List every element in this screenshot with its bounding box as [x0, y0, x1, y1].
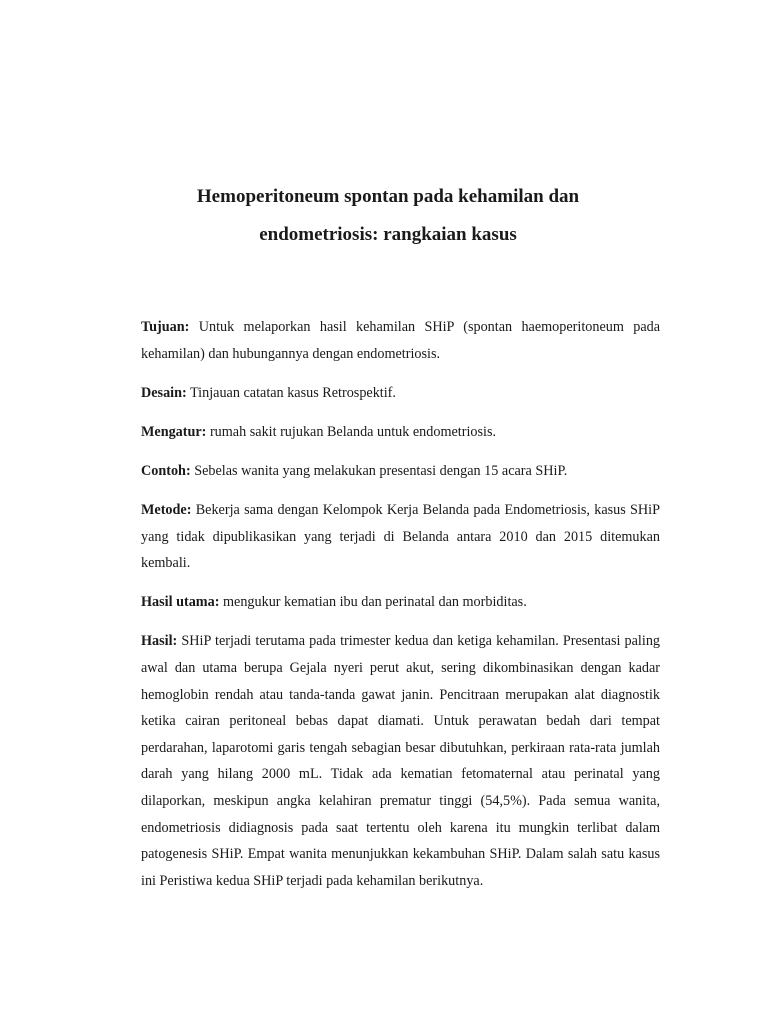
title-line-1: Hemoperitoneum spontan pada kehamilan dan [196, 186, 580, 207]
section-text: Untuk melaporkan hasil kehamilan SHiP (spontan haemoperitoneum pada kehamilan) dan hubungannya dengan endometriosis. [141, 319, 661, 362]
section-label: Tujuan: [141, 319, 190, 335]
section-label: Contoh: [141, 462, 191, 479]
section-text: Bekerja sama dengan Kelompok Kerja Belanda pada Endometriosis, kasus SHiP yang tidak dipublikasikan yang terjadi di Belanda antara 2010 dan 2015 ditemukan kembali. [141, 501, 660, 572]
section-label: Mengatur: [141, 423, 207, 440]
title-line-2: endometriosis: rangkaian kasus [259, 224, 517, 245]
paragraph-mengatur [141, 419, 660, 446]
abstract-body [141, 314, 660, 907]
paragraph-hasil [141, 628, 660, 894]
paragraph-hasil-utama [141, 589, 660, 616]
section-label: Metode: [141, 501, 192, 518]
section-text: rumah sakit rujukan Belanda untuk endometriosis. [209, 423, 497, 440]
document-title [100, 178, 676, 254]
section-text: Tinjauan catatan kasus Retrospektif. [190, 384, 396, 401]
paragraph-metode [141, 497, 660, 577]
paragraph-desain [141, 380, 660, 407]
paragraph-contoh [141, 458, 660, 485]
section-label: Desain: [141, 384, 187, 401]
section-text: Sebelas wanita yang melakukan presentasi dengan 15 acara SHiP. [194, 462, 568, 479]
section-label: Hasil utama: [141, 594, 220, 611]
paragraph-tujuan [141, 314, 660, 367]
section-text: SHiP terjadi terutama pada trimester kedua dan ketiga kehamilan. Presentasi paling awal dan utama berupa Gejala nyeri perut akut, sering dikombinasikan dengan kadar hemoglobin rendah atau tanda-tanda gawat janin. Pencitraan merupakan alat diagnostik ketika cairan peritoneal bebas dapat diamati. Untuk perawatan bedah dari tempat perdarahan, laparotomi garis tengah sebagian besar dibutuhkan, perkiraan rata-rata jumlah darah yang hilang 2000 mL. Tidak ada kematian fetomaternal atau perinatal yang dilaporkan, meskipun angka kelahiran prematur tinggi (54,5%). Pada semua wanita, endometriosis didiagnosis pada saat tertentu oleh karena itu mungkin terlibat dalam patogenesis SHiP. Empat wanita menunjukkan kekambuhan SHiP. Dalam salah satu kasus ini Peristiwa kedua SHiP terjadi pada kehamilan berikutnya. [141, 633, 661, 889]
section-text: mengukur kematian ibu dan perinatal dan morbiditas. [222, 594, 527, 611]
section-label: Hasil: [141, 633, 178, 650]
